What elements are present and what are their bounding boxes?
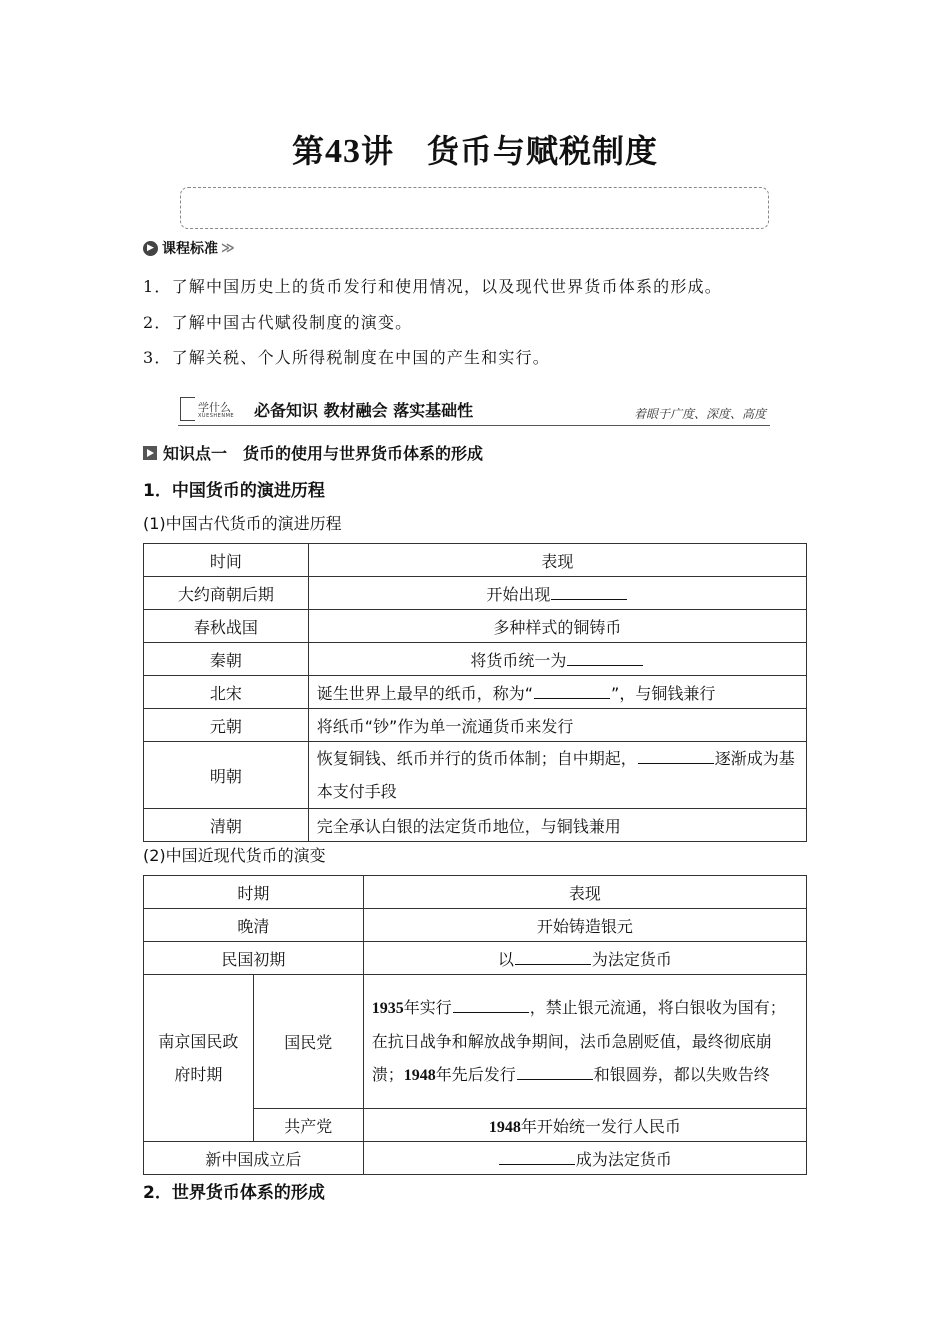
- banner-title: 必备知识 教材融会 落实基础性: [254, 401, 474, 420]
- table-row: 春秋战国 多种样式的铜铸币: [144, 610, 807, 643]
- dashed-placeholder-box: [180, 187, 769, 229]
- fill-blank[interactable]: [453, 996, 529, 1013]
- title-prefix: 第: [291, 132, 325, 170]
- subheading-1: (1)中国古代货币的演进历程: [143, 514, 342, 533]
- fill-blank[interactable]: [499, 1148, 575, 1165]
- course-standard-label: 课程标准: [162, 241, 218, 257]
- section-heading-1: 1．中国货币的演进历程: [143, 481, 325, 501]
- table-row: 南京国民政府时期 国民党 1935年实行 ，禁止银元流通，将白银收为国有；在抗日战争和解放战争期间，法币急剧贬值，最终彻底崩溃；1948年先后发行 和银圆券，都以失败告终: [144, 975, 807, 1109]
- play-circle-icon: ▶: [143, 241, 158, 256]
- fill-blank[interactable]: [515, 948, 591, 965]
- subheading-2: (2)中国近现代货币的演变: [143, 846, 326, 865]
- table-row: 明朝 恢复铜钱、纸币并行的货币体制；自中期起， 逐渐成为基本支付手段: [144, 742, 807, 809]
- fill-blank[interactable]: [567, 649, 643, 666]
- table-row: 民国初期 以 为法定货币: [144, 942, 807, 975]
- standard-item-2: 2．了解中国古代赋役制度的演变。: [143, 313, 413, 332]
- section-banner: [178, 395, 770, 426]
- table-header-row: 时间 表现: [144, 544, 807, 577]
- title-number: 43: [325, 133, 361, 170]
- table-header-row: 时期 表现: [144, 876, 807, 909]
- fill-blank[interactable]: [551, 583, 627, 600]
- table-row: 北宋 诞生世界上最早的纸币，称为“ ”，与铜钱兼行: [144, 676, 807, 709]
- play-square-icon: [143, 446, 157, 460]
- table-row: 秦朝 将货币统一为: [144, 643, 807, 676]
- title-suffix: 讲 货币与赋税制度: [361, 132, 659, 170]
- banner-subtitle: 着眼于广度、深度、高度: [633, 407, 766, 421]
- table-row: 新中国成立后 成为法定货币: [144, 1142, 807, 1175]
- fill-blank[interactable]: [638, 747, 714, 764]
- table-row: 清朝 完全承认白银的法定货币地位，与铜钱兼用: [144, 809, 807, 842]
- xueshenme-logo: 学什么 XUESHENME: [180, 397, 236, 421]
- course-standard-tag: [143, 238, 235, 258]
- double-chevron-icon: ≫: [221, 240, 235, 256]
- fill-blank[interactable]: [517, 1063, 593, 1080]
- table-row: 元朝 将纸币“钞”作为单一流通货币来发行: [144, 709, 807, 742]
- standard-item-3: 3．了解关税、个人所得税制度在中国的产生和实行。: [143, 348, 550, 367]
- table-row: 晚清 开始铸造银元: [144, 909, 807, 942]
- section-heading-2: 2．世界货币体系的形成: [143, 1183, 325, 1203]
- standard-item-1: 1．了解中国历史上的货币发行和使用情况，以及现代世界货币体系的形成。: [143, 277, 722, 296]
- ancient-currency-table: [143, 543, 807, 842]
- modern-currency-table: [143, 875, 807, 1175]
- table-row: 大约商朝后期 开始出现: [144, 577, 807, 610]
- page-title: [0, 126, 950, 172]
- fill-blank[interactable]: [534, 682, 610, 699]
- knowledge-point-heading: 知识点一 货币的使用与世界货币体系的形成: [143, 441, 483, 464]
- table-row: 共产党 1948年开始统一发行人民币: [144, 1109, 807, 1142]
